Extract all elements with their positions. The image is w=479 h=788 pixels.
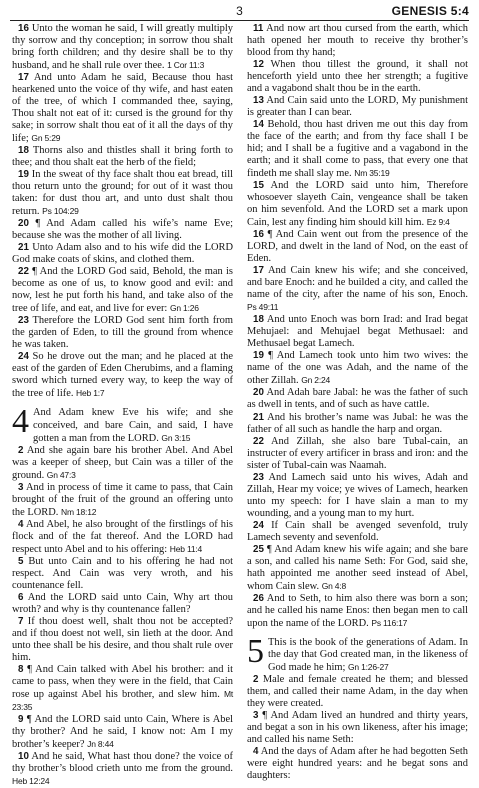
- verse: [12, 592, 233, 616]
- verse-number: 10: [18, 750, 29, 762]
- verse-text: ¶ And Adam called his wife’s name Eve; because she was the mother of all living.: [12, 218, 233, 242]
- verse-text: Thorns also and thistles shall it bring forth to thee; and thou shalt eat the herb of the field;: [12, 145, 234, 169]
- verse: [247, 436, 468, 472]
- verse: [247, 593, 468, 630]
- verse: [12, 72, 233, 145]
- left-text-column: [12, 23, 234, 786]
- verse: [247, 472, 468, 520]
- page-header: [10, 4, 469, 21]
- cross-reference: Heb 1:7: [76, 388, 105, 399]
- cross-reference: Gn 1:26: [169, 303, 199, 314]
- verse-text: And Cain said unto the LORD, My punishment is greater than I can bear.: [247, 95, 468, 119]
- cross-reference: Ps 104:29: [42, 206, 79, 217]
- verse-number: 17: [18, 72, 29, 84]
- verse: [12, 556, 233, 592]
- verse: [12, 351, 233, 400]
- cross-reference: Heb 11:4: [169, 543, 203, 554]
- verse-text: Behold, thou hast driven me out this day from the face of the earth; and from thy face shall I be hid; and I shall be a fugitive and a vagabond in the earth; and it shall come to pass, that every one that findeth me shall slay me.: [247, 119, 468, 180]
- verse-number: 12: [253, 59, 264, 71]
- cross-reference: 1 Cor 11:3: [167, 60, 205, 71]
- verse-text: And Adam knew Eve his wife; and she conceived, and bare Cain, and said, I have gotten a man from the LORD.: [33, 407, 233, 444]
- verse-number: 22: [253, 435, 264, 447]
- verse-text: And Zillah, she also bare Tubal-cain, an instructer of every artificer in brass and iron: and the sister of Tubal-cain was Naamah.: [247, 435, 468, 471]
- cross-reference: Gn 3:15: [161, 432, 191, 443]
- cross-reference: Gn 4:8: [321, 580, 347, 591]
- cross-reference: Heb 12:24: [12, 775, 50, 786]
- verse-text: And his brother’s name was Jubal: he was the father of all such as handle the harp and organ.: [247, 411, 468, 435]
- verse-text: If thou doest well, shalt thou not be accepted? and if thou doest not well, sin lieth at the door. And unto thee shall be his desire, and thou shalt rule over him.: [12, 615, 234, 663]
- verse-text: And unto Enoch was born Irad: and Irad begat Mehujael: and Mehujael begat Methusael: and Methusael begat Lamech.: [247, 314, 468, 350]
- verse: [247, 95, 468, 119]
- verse-text: And now art thou cursed from the earth, which hath opened her mouth to receive thy brother’s blood from thy hand;: [247, 23, 468, 59]
- cross-reference: Nm 18:12: [61, 506, 97, 517]
- verse-number: 21: [18, 242, 29, 254]
- verse-number: 4: [18, 518, 24, 530]
- verse: [247, 544, 468, 593]
- verse: [12, 616, 233, 664]
- verse-text: Unto Adam also and to his wife did the LORD God make coats of skins, and clothed them.: [12, 242, 233, 266]
- verse-text: ¶ And Lamech took unto him two wives: the name of the one was Adah, and the name of the other Zillah.: [247, 350, 469, 387]
- verse: [247, 350, 468, 387]
- verse-number: 16: [253, 229, 264, 241]
- verse-number: 4: [253, 745, 259, 757]
- verse-number: 20: [18, 218, 29, 230]
- verse-number: 21: [253, 411, 264, 423]
- verse-text: This is the book of the generations of Adam. In the day that God created man, in the likeness of God made he him;: [268, 636, 468, 673]
- verse: [247, 59, 468, 95]
- verse-number: 19: [18, 169, 29, 181]
- verse-text: And the LORD said unto Cain, Why art thou wroth? and why is thy countenance fallen?: [12, 591, 233, 615]
- verse-text: And Abel, he also brought of the firstlings of his flock and of the fat thereof. And the LORD had respect unto Abel and to his offering:: [12, 518, 233, 555]
- verse: [247, 746, 468, 782]
- chapter-start: [12, 403, 233, 444]
- verse-number: 25: [253, 543, 264, 555]
- verse-number: 11: [253, 23, 264, 34]
- verse-text: ¶ And Cain went out from the presence of the LORD, and dwelt in the land of Nod, on the east of Eden.: [247, 229, 468, 265]
- verse-number: 26: [253, 592, 264, 604]
- verse-text: ¶ And the LORD God said, Behold, the man is become as one of us, to know good and evil: and now, lest he put forth his hand, and take also of the tree of life, and eat, and live for ever:: [12, 266, 233, 315]
- verse-text: Male and female created he them; and blessed them, and called their name Adam, in the day when they were created.: [247, 673, 469, 709]
- verse-number: 18: [18, 145, 29, 157]
- verse-number: 3: [253, 709, 259, 721]
- verse-number: 16: [18, 23, 29, 34]
- verse: [247, 387, 468, 411]
- chapter-number: 4: [12, 403, 29, 441]
- verse: [12, 266, 233, 315]
- verse-number: 3: [18, 481, 24, 493]
- verse-text: Therefore the LORD God sent him forth from the garden of Eden, to till the ground from whence he was taken.: [12, 315, 233, 351]
- running-head: GENESIS 5:4: [391, 4, 469, 18]
- verse-number: 8: [18, 663, 24, 675]
- verse-text: And Cain knew his wife; and she conceived, and bare Enoch: and he builded a city, and called the name of the city, after the name of his son, Enoch.: [247, 265, 468, 301]
- verse-text: If Cain shall be avenged sevenfold, truly Lamech seventy and sevenfold.: [247, 519, 468, 543]
- verse: [12, 145, 233, 169]
- verse-number: 15: [253, 180, 264, 192]
- verse-number: 19: [253, 350, 264, 362]
- cross-reference: Ez 9:4: [426, 217, 450, 228]
- cross-reference: Gn 2:24: [301, 375, 331, 386]
- verse: [247, 520, 468, 544]
- cross-reference: Gn 1:26-27: [348, 661, 389, 672]
- verse-text: But unto Cain and to his offering he had not respect. And Cain was very wroth, and his countenance fell.: [12, 555, 234, 591]
- verse: [12, 445, 233, 482]
- verse-number: 2: [253, 673, 259, 685]
- verse: [12, 751, 233, 788]
- verse-number: 23: [18, 315, 29, 327]
- verse-number: 14: [253, 119, 264, 131]
- verse-text: ¶ And Adam knew his wife again; and she bare a son, and called his name Seth: For God, said she, hath appointed me another seed instead of Abel, whom Cain slew.: [247, 543, 468, 592]
- verse: [12, 482, 233, 519]
- verse-number: 17: [253, 265, 264, 277]
- verse: [247, 314, 468, 350]
- verse-number: 23: [253, 471, 264, 483]
- verse-text: Unto the woman he said, I will greatly multiply thy sorrow and thy conception; in sorrow thou shalt bring forth children; and thy desire shall be to thy husband, and he shall rule over thee.: [12, 23, 233, 72]
- verse: [247, 412, 468, 436]
- verse-number: 5: [18, 555, 24, 567]
- verse: [12, 519, 233, 556]
- verse-text: And the days of Adam after he had begotten Seth were eight hundred years: and he begat sons and daughters:: [247, 745, 468, 781]
- cross-reference: Gn 47:3: [46, 469, 76, 480]
- verse-text: And she again bare his brother Abel. And Abel was a keeper of sheep, but Cain was a tiller of the ground.: [12, 444, 233, 481]
- verse-text: When thou tillest the ground, it shall not henceforth yield unto thee her strength; a fugitive and a vagabond shalt thou be in the earth.: [247, 59, 469, 95]
- verse-text: In the sweat of thy face shalt thou eat bread, till thou return unto the ground; for out of it wast thou taken: for dust thou art, and unto dust shalt thou return.: [12, 169, 233, 218]
- verse-number: 20: [253, 387, 264, 399]
- cross-reference: Mt 23:35: [12, 688, 234, 712]
- verse-text: So he drove out the man; and he placed at the east of the garden of Eden Cherubims, and a flaming sword which turned every way, to keep the way of the tree of life.: [12, 351, 233, 400]
- verse-text: ¶ And Adam lived an hundred and thirty years, and begat a son in his own likeness, after his image; and called his name Seth:: [247, 709, 469, 745]
- verse: [12, 714, 233, 751]
- cross-reference: Nm 35:19: [354, 168, 390, 179]
- verse: [247, 710, 468, 746]
- cross-reference: Jn 8:44: [87, 738, 114, 749]
- verse-number: 22: [18, 266, 29, 278]
- verse-text: ¶ And the LORD said unto Cain, Where is Abel thy brother? And he said, I know not: Am I my brother’s keeper?: [12, 713, 234, 750]
- verse: [247, 674, 468, 710]
- verse-text: And he said, What hast thou done? the voice of thy brother’s blood crieth unto me from the ground.: [12, 750, 233, 774]
- verse: [247, 23, 468, 59]
- verse-number: 2: [18, 444, 24, 456]
- verse-number: 24: [18, 351, 29, 363]
- verse: [247, 229, 468, 265]
- verse-text: And in process of time it came to pass, that Cain brought of the fruit of the ground an offering unto the LORD.: [12, 481, 233, 518]
- verse-text: And the LORD said unto him, Therefore whosoever slayeth Cain, vengeance shall be taken on him sevenfold. And the LORD set a mark upon Cain, lest any finding him should kill him.: [247, 180, 468, 229]
- cross-reference: Ps 116:17: [371, 617, 408, 628]
- page-number: 3: [236, 4, 243, 18]
- right-text-column: [247, 23, 469, 781]
- verse: [12, 664, 233, 714]
- verse-text: And unto Adam he said, Because thou hast hearkened unto the voice of thy wife, and hast eaten of the tree, of which I commanded thee, saying, Thou shalt not eat of it: cursed is the ground for thy sake; in sorrow shalt thou eat of it all the days of thy life;: [12, 72, 233, 145]
- verse: [247, 119, 468, 180]
- verse-number: 9: [18, 713, 24, 725]
- verse-number: 6: [18, 591, 24, 603]
- chapter-start: [247, 632, 468, 674]
- verse: [12, 242, 233, 266]
- verse: [247, 180, 468, 229]
- verse-text: And Lamech said unto his wives, Adah and Zillah, Hear my voice; ye wives of Lamech, hearken unto my speech: for I have slain a man to my wounding, and a young man to my hurt.: [247, 471, 468, 519]
- verse-text: And Adah bare Jabal: he was the father of such as dwell in tents, and of such as have cattle.: [247, 387, 468, 411]
- cross-reference: Ps 49:11: [247, 302, 279, 313]
- verse: [12, 218, 233, 242]
- verse-number: 7: [18, 615, 24, 627]
- cross-reference: Gn 5:29: [31, 133, 61, 144]
- verse-text: And to Seth, to him also there was born a son; and he called his name Enos: then began men to call upon the name of the LORD.: [247, 592, 468, 629]
- chapter-number: 5: [247, 632, 264, 670]
- verse-number: 18: [253, 314, 264, 326]
- verse: [12, 169, 233, 218]
- verse-number: 13: [253, 95, 264, 107]
- verse: [12, 23, 233, 72]
- verse: [247, 265, 468, 314]
- verse-number: 24: [253, 519, 264, 531]
- verse-text: ¶ And Cain talked with Abel his brother: and it came to pass, when they were in the field, that Cain rose up against Abel his brother, and slew him.: [12, 663, 234, 700]
- verse: [12, 315, 233, 351]
